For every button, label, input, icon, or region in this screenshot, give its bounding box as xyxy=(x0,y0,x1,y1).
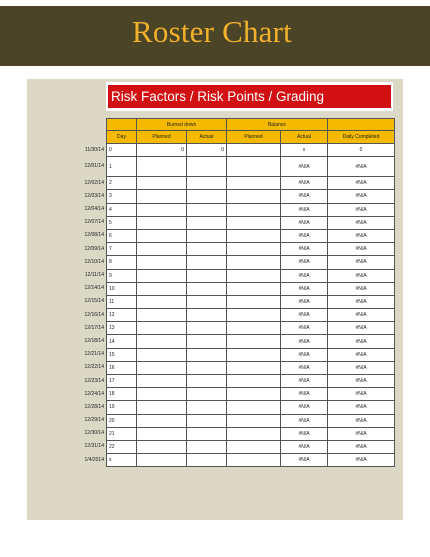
cell-day[interactable]: 14 xyxy=(107,335,137,348)
cell-bd-actual[interactable] xyxy=(187,243,227,256)
row-date: 12/14/14 xyxy=(84,285,104,292)
table-row xyxy=(107,282,395,295)
cell-bd-planned[interactable] xyxy=(137,427,187,440)
cell-bd-planned[interactable] xyxy=(137,361,187,374)
cell-bd-actual[interactable] xyxy=(187,309,227,322)
cell-bd-planned[interactable] xyxy=(137,335,187,348)
table-row xyxy=(107,348,395,361)
table-row xyxy=(107,401,395,414)
cell-bd-planned[interactable] xyxy=(137,216,187,229)
cell-day[interactable]: 8 xyxy=(107,256,137,269)
cell-day[interactable]: 6 xyxy=(107,229,137,242)
cell-bal-actual[interactable]: #N/A xyxy=(281,427,328,440)
cell-bal-planned[interactable] xyxy=(227,322,281,335)
cell-bal-actual[interactable]: #N/A xyxy=(281,177,328,190)
cell-bd-actual[interactable] xyxy=(187,269,227,282)
table-row xyxy=(107,243,395,256)
table-row xyxy=(107,216,395,229)
cell-bal-planned[interactable] xyxy=(227,454,281,467)
row-date: 1/4/2014 xyxy=(84,456,104,463)
cell-day[interactable]: 2 xyxy=(107,177,137,190)
table-row xyxy=(107,414,395,427)
table-row xyxy=(107,177,395,190)
cell-bal-planned[interactable] xyxy=(227,256,281,269)
cell-bal-planned[interactable] xyxy=(227,361,281,374)
spreadsheet-area xyxy=(27,79,403,520)
cell-day[interactable]: 5 xyxy=(107,216,137,229)
cell-day[interactable]: 0 xyxy=(107,144,137,157)
cell-day[interactable]: x xyxy=(107,454,137,467)
cell-bal-actual[interactable]: #N/A xyxy=(281,190,328,203)
cell-daily-completed[interactable]: #N/A xyxy=(328,295,395,308)
cell-bal-planned[interactable] xyxy=(227,203,281,216)
cell-bd-actual[interactable] xyxy=(187,216,227,229)
cell-daily-completed[interactable]: #N/A xyxy=(328,361,395,374)
cell-bal-actual[interactable]: #N/A xyxy=(281,157,328,177)
row-date: 12/15/14 xyxy=(84,298,104,305)
row-date: 12/18/14 xyxy=(84,337,104,344)
row-date: 12/22/14 xyxy=(84,364,104,371)
cell-bd-planned[interactable] xyxy=(137,203,187,216)
cell-daily-completed[interactable]: #N/A xyxy=(328,414,395,427)
group-header-row xyxy=(107,119,395,131)
cell-bd-planned[interactable] xyxy=(137,190,187,203)
row-date: 12/03/14 xyxy=(84,192,104,199)
cell-daily-completed[interactable]: #N/A xyxy=(328,454,395,467)
cell-bd-planned[interactable] xyxy=(137,229,187,242)
cell-bal-actual[interactable]: #N/A xyxy=(281,335,328,348)
cell-bd-actual[interactable] xyxy=(187,375,227,388)
cell-bd-planned[interactable] xyxy=(137,269,187,282)
cell-bd-actual[interactable] xyxy=(187,454,227,467)
cell-bd-actual[interactable] xyxy=(187,295,227,308)
cell-bal-actual[interactable]: #N/A xyxy=(281,440,328,453)
cell-bal-planned[interactable] xyxy=(227,216,281,229)
cell-bal-planned[interactable] xyxy=(227,427,281,440)
cell-bd-actual[interactable] xyxy=(187,348,227,361)
table-row xyxy=(107,335,395,348)
row-date: 12/08/14 xyxy=(84,232,104,239)
cell-bal-actual[interactable]: #N/A xyxy=(281,243,328,256)
row-date: 12/16/14 xyxy=(84,311,104,318)
cell-daily-completed[interactable]: #N/A xyxy=(328,282,395,295)
cell-daily-completed[interactable]: #N/A xyxy=(328,256,395,269)
column-header-day: Day xyxy=(107,131,137,144)
cell-day[interactable]: 15 xyxy=(107,348,137,361)
cell-bd-planned[interactable] xyxy=(137,401,187,414)
cell-day[interactable]: 17 xyxy=(107,375,137,388)
cell-bal-actual[interactable]: #N/A xyxy=(281,454,328,467)
cell-bal-planned[interactable] xyxy=(227,269,281,282)
cell-bd-actual[interactable] xyxy=(187,229,227,242)
cell-bd-actual[interactable] xyxy=(187,414,227,427)
cell-daily-completed[interactable]: #N/A xyxy=(328,203,395,216)
cell-bal-planned[interactable] xyxy=(227,190,281,203)
cell-daily-completed[interactable]: #N/A xyxy=(328,348,395,361)
cell-bal-planned[interactable] xyxy=(227,243,281,256)
cell-bd-planned[interactable] xyxy=(137,348,187,361)
cell-bd-planned[interactable] xyxy=(137,282,187,295)
cell-daily-completed[interactable]: 0 xyxy=(328,144,395,157)
cell-bd-actual[interactable] xyxy=(187,335,227,348)
column-header-bal-actual: Actual xyxy=(281,131,328,144)
cell-bal-planned[interactable] xyxy=(227,144,281,157)
cell-bd-actual[interactable] xyxy=(187,440,227,453)
cell-day[interactable]: 13 xyxy=(107,322,137,335)
cell-bal-planned[interactable] xyxy=(227,295,281,308)
cell-day[interactable]: 12 xyxy=(107,309,137,322)
cell-daily-completed[interactable]: #N/A xyxy=(328,322,395,335)
cell-day[interactable]: 9 xyxy=(107,269,137,282)
cell-day[interactable]: 22 xyxy=(107,440,137,453)
cell-daily-completed[interactable]: #N/A xyxy=(328,427,395,440)
cell-bd-actual[interactable]: 0 xyxy=(187,144,227,157)
table-row xyxy=(107,144,395,157)
cell-day[interactable]: 10 xyxy=(107,282,137,295)
column-header-bd-actual: Actual xyxy=(187,131,227,144)
cell-daily-completed[interactable]: #N/A xyxy=(328,157,395,177)
cell-day[interactable]: 21 xyxy=(107,427,137,440)
cell-bal-planned[interactable] xyxy=(227,401,281,414)
table-row xyxy=(107,427,395,440)
cell-bal-actual[interactable]: #N/A xyxy=(281,414,328,427)
table-row xyxy=(107,440,395,453)
cell-bal-actual[interactable]: #N/A xyxy=(281,401,328,414)
row-date: 12/28/14 xyxy=(84,403,104,410)
cell-daily-completed[interactable]: #N/A xyxy=(328,229,395,242)
cell-daily-completed[interactable]: #N/A xyxy=(328,388,395,401)
cell-daily-completed[interactable]: #N/A xyxy=(328,309,395,322)
cell-bal-actual[interactable]: #N/A xyxy=(281,256,328,269)
row-date: 12/10/14 xyxy=(84,258,104,265)
table-row xyxy=(107,309,395,322)
table-row xyxy=(107,295,395,308)
section-header-box xyxy=(106,82,393,111)
cell-day[interactable]: 1 xyxy=(107,157,137,177)
cell-bal-actual[interactable]: #N/A xyxy=(281,203,328,216)
cell-bal-actual[interactable]: #N/A xyxy=(281,375,328,388)
table-row xyxy=(107,375,395,388)
cell-bal-actual[interactable]: #N/A xyxy=(281,282,328,295)
cell-daily-completed[interactable]: #N/A xyxy=(328,177,395,190)
cell-bd-planned[interactable] xyxy=(137,177,187,190)
cell-bal-planned[interactable] xyxy=(227,157,281,177)
cell-day[interactable]: 16 xyxy=(107,361,137,374)
table-row xyxy=(107,190,395,203)
cell-daily-completed[interactable]: #N/A xyxy=(328,243,395,256)
cell-daily-completed[interactable]: #N/A xyxy=(328,401,395,414)
column-header-bd-planned: Planned xyxy=(137,131,187,144)
cell-bal-actual[interactable]: #N/A xyxy=(281,216,328,229)
cell-bd-planned[interactable] xyxy=(137,375,187,388)
cell-bd-planned[interactable] xyxy=(137,157,187,177)
cell-bd-actual[interactable] xyxy=(187,361,227,374)
cell-bal-planned[interactable] xyxy=(227,309,281,322)
cell-bal-actual[interactable]: #N/A xyxy=(281,322,328,335)
cell-bal-planned[interactable] xyxy=(227,229,281,242)
cell-day[interactable]: 19 xyxy=(107,401,137,414)
cell-bal-actual[interactable]: x xyxy=(281,144,328,157)
cell-bd-planned[interactable] xyxy=(137,256,187,269)
row-date: 12/23/14 xyxy=(84,377,104,384)
table-row xyxy=(107,256,395,269)
row-date: 11/30/14 xyxy=(84,146,104,153)
row-date: 12/11/14 xyxy=(84,272,104,278)
cell-bd-planned[interactable] xyxy=(137,322,187,335)
cell-bd-actual[interactable] xyxy=(187,282,227,295)
burned-down-header: Burned down xyxy=(137,119,227,131)
table-row xyxy=(107,322,395,335)
cell-bd-actual[interactable] xyxy=(187,256,227,269)
cell-bal-planned[interactable] xyxy=(227,388,281,401)
cell-bd-planned[interactable] xyxy=(137,388,187,401)
cell-bal-actual[interactable]: #N/A xyxy=(281,269,328,282)
cell-bal-actual[interactable]: #N/A xyxy=(281,309,328,322)
cell-bal-actual[interactable]: #N/A xyxy=(281,295,328,308)
row-date: 12/21/14 xyxy=(84,351,104,358)
cell-bd-planned[interactable] xyxy=(137,309,187,322)
cell-bal-actual[interactable]: #N/A xyxy=(281,348,328,361)
cell-bal-planned[interactable] xyxy=(227,440,281,453)
row-date: 12/24/14 xyxy=(84,390,104,397)
cell-bal-planned[interactable] xyxy=(227,335,281,348)
table-row xyxy=(107,157,395,177)
title-banner xyxy=(0,6,430,66)
balance-header: Balance xyxy=(227,119,328,131)
row-date: 12/09/14 xyxy=(84,245,104,252)
cell-bal-planned[interactable] xyxy=(227,348,281,361)
cell-bal-planned[interactable] xyxy=(227,414,281,427)
row-date: 12/31/14 xyxy=(84,443,104,450)
cell-bd-actual[interactable] xyxy=(187,157,227,177)
table-row xyxy=(107,269,395,282)
cell-bal-actual[interactable]: #N/A xyxy=(281,388,328,401)
row-date: 12/02/14 xyxy=(84,179,104,186)
cell-day[interactable]: 11 xyxy=(107,295,137,308)
section-header: Risk Factors / Risk Points / Grading xyxy=(108,85,391,108)
table-row xyxy=(107,203,395,216)
cell-bd-actual[interactable] xyxy=(187,388,227,401)
column-header-daily-completed: Daily Completed xyxy=(328,131,395,144)
table-row xyxy=(107,388,395,401)
roster-table xyxy=(106,118,395,467)
row-date: 12/29/14 xyxy=(84,417,104,424)
table-row xyxy=(107,361,395,374)
cell-daily-completed[interactable]: #N/A xyxy=(328,335,395,348)
row-date: 12/07/14 xyxy=(84,219,104,226)
cell-bd-actual[interactable] xyxy=(187,177,227,190)
cell-day[interactable]: 3 xyxy=(107,190,137,203)
cell-bd-actual[interactable] xyxy=(187,401,227,414)
cell-bal-actual[interactable]: #N/A xyxy=(281,361,328,374)
row-date: 12/17/14 xyxy=(84,324,104,331)
cell-daily-completed[interactable]: #N/A xyxy=(328,375,395,388)
cell-bd-planned[interactable] xyxy=(137,243,187,256)
cell-day[interactable]: 20 xyxy=(107,414,137,427)
cell-bal-actual[interactable]: #N/A xyxy=(281,229,328,242)
table-row xyxy=(107,229,395,242)
column-header-row xyxy=(107,131,395,144)
cell-daily-completed[interactable]: #N/A xyxy=(328,216,395,229)
cell-bd-planned[interactable] xyxy=(137,454,187,467)
cell-day[interactable]: 18 xyxy=(107,388,137,401)
cell-daily-completed[interactable]: #N/A xyxy=(328,440,395,453)
cell-daily-completed[interactable]: #N/A xyxy=(328,190,395,203)
cell-bd-planned[interactable] xyxy=(137,440,187,453)
cell-bd-actual[interactable] xyxy=(187,203,227,216)
cell-bd-actual[interactable] xyxy=(187,427,227,440)
row-date: 12/01/14 xyxy=(84,162,104,169)
page-title: Roster Chart xyxy=(132,14,292,49)
cell-bd-planned[interactable] xyxy=(137,414,187,427)
cell-day[interactable]: 4 xyxy=(107,203,137,216)
cell-bd-actual[interactable] xyxy=(187,322,227,335)
cell-daily-completed[interactable]: #N/A xyxy=(328,269,395,282)
cell-bal-planned[interactable] xyxy=(227,375,281,388)
cell-bd-planned[interactable]: 0 xyxy=(137,144,187,157)
column-header-bal-planned: Planned xyxy=(227,131,281,144)
cell-bal-planned[interactable] xyxy=(227,282,281,295)
cell-bd-actual[interactable] xyxy=(187,190,227,203)
cell-day[interactable]: 7 xyxy=(107,243,137,256)
table-row xyxy=(107,454,395,467)
cell-bd-planned[interactable] xyxy=(137,295,187,308)
row-date: 12/30/14 xyxy=(84,430,104,437)
row-date: 12/04/14 xyxy=(84,206,104,213)
cell-bal-planned[interactable] xyxy=(227,177,281,190)
